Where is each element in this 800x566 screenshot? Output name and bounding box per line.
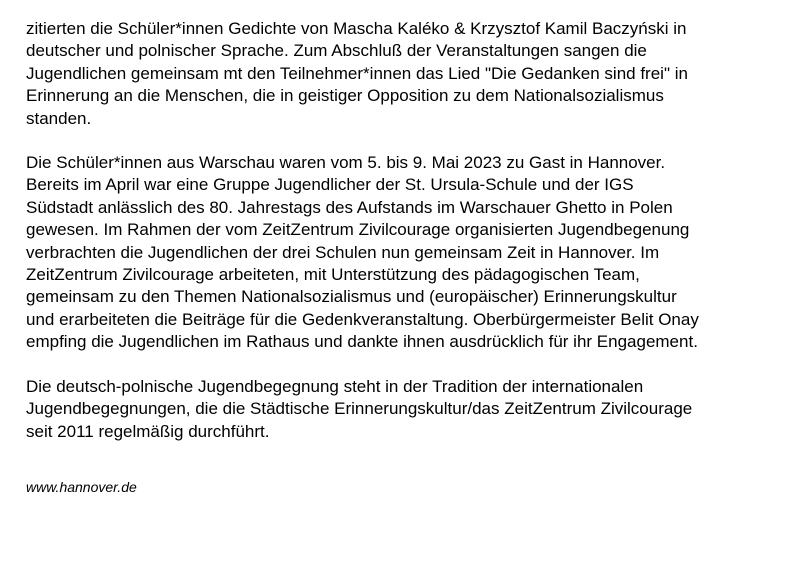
- paragraph-line: Bereits im April war eine Gruppe Jugendlicher der St. Ursula-Schule und der IGS: [26, 175, 634, 195]
- paragraph-line: deutscher und polnischer Sprache. Zum Abschluß der Veranstaltungen sangen die: [26, 41, 647, 61]
- source-credit: www.hannover.de: [26, 479, 137, 495]
- paragraph-line: standen.: [26, 108, 92, 128]
- paragraph-1: [26, 18, 796, 130]
- paragraph-line: Die Schüler*innen aus Warschau waren vom 5. bis 9. Mai 2023 zu Gast in Hannover.: [26, 153, 666, 173]
- paragraph-line: Jugendbegegnungen, die die Städtische Erinnerungskultur/das ZeitZentrum Zivilcourage: [26, 399, 693, 419]
- paragraph-line: Jugendlichen gemeinsam mt den Teilnehmer*innen das Lied "Die Gedanken sind frei" in: [26, 63, 688, 83]
- paragraph-line: seit 2011 regelmäßig durchführt.: [26, 421, 270, 441]
- paragraph-line: empfing die Jugendlichen im Rathaus und dankte ihnen ausdrücklich für ihr Engagement.: [26, 332, 698, 352]
- paragraph-line: zitierten die Schüler*innen Gedichte von Mascha Kaléko & Krzysztof Kamil Baczyński in: [26, 19, 687, 38]
- paragraph-line: ZeitZentrum Zivilcourage arbeiteten, mit Unterstützung des pädagogischen Team,: [26, 265, 640, 285]
- paragraph-line: gewesen. Im Rahmen der vom ZeitZentrum Zivilcourage organisierten Jugendbegenung: [26, 220, 690, 240]
- article-body: [26, 18, 796, 465]
- paragraph-2: [26, 152, 796, 354]
- paragraph-3: [26, 376, 796, 443]
- paragraph-line: gemeinsam zu den Themen Nationalsozialismus und (europäischer) Erinnerungskultur: [26, 287, 677, 307]
- paragraph-line: Südstadt anlässlich des 80. Jahrestags des Aufstands im Warschauer Ghetto in Polen: [26, 197, 673, 217]
- paragraph-line: Erinnerung an die Menschen, die in geistiger Opposition zu dem Nationalsozialismus: [26, 86, 664, 106]
- paragraph-line: und erarbeiteten die Beiträge für die Gedenkveranstaltung. Oberbürgermeister Belit Onay: [26, 309, 699, 329]
- paragraph-line: Die deutsch-polnische Jugendbegegnung steht in der Tradition der internationalen: [26, 376, 644, 396]
- paragraph-line: verbrachten die Jugendlichen der drei Schulen nun gemeinsam Zeit in Hannover. Im: [26, 242, 660, 262]
